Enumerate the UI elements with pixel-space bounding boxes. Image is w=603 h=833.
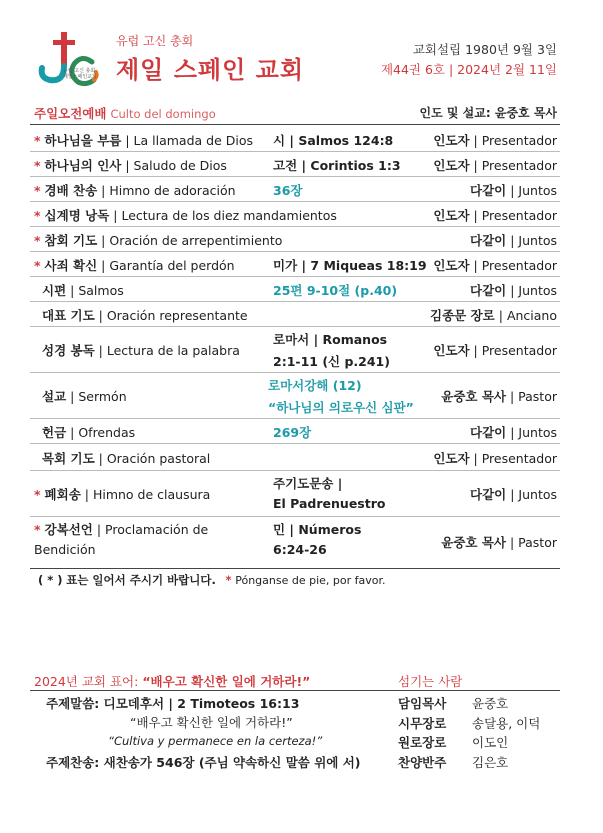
row-leader-es: Presentador <box>481 257 557 273</box>
servant-name: 송달용, 이덕 <box>472 715 541 731</box>
row-leader-ko: 인도자 <box>433 207 470 223</box>
row-leader <box>433 341 557 359</box>
row-sep: | <box>97 257 110 273</box>
row-sep: | <box>109 207 122 223</box>
servant-name: 김은호 <box>472 754 509 770</box>
logo-caption: 제일스페인교회 <box>63 74 97 80</box>
row-sep: | <box>121 132 134 148</box>
row-ref: 로마서강해 (12) <box>268 378 362 393</box>
row-leader <box>433 131 557 149</box>
row-sep: | <box>505 389 519 404</box>
row-leader <box>470 423 557 441</box>
motto-prefix: 2024년 교회 표어: <box>34 674 139 689</box>
row-divider <box>30 326 560 327</box>
row-divider <box>30 151 560 152</box>
row-name-ko: 사죄 확신 <box>44 257 98 273</box>
theme-hymn: 주제찬송: 새찬송가 546장 (주님 약속하신 말씀 위에 서) <box>46 755 361 770</box>
servant-name: 이도인 <box>472 735 509 750</box>
servant-role: 시무장로 <box>398 715 447 731</box>
row-divider <box>30 226 560 227</box>
row-divider <box>30 418 560 419</box>
note-star: * <box>225 573 232 587</box>
row-name-es: Ofrendas <box>78 424 136 440</box>
row-name-es: Oración representante <box>106 307 248 323</box>
row-sep: | <box>94 343 107 358</box>
church-title: 제일 스페인 교회 <box>116 56 304 84</box>
row-leader-ko: 다같이 <box>470 282 507 298</box>
row-name-ko: 십계명 낭독 <box>44 207 110 223</box>
note-paren: ( * ) <box>38 573 63 587</box>
row-leader-es: Juntos <box>518 232 557 248</box>
row-star: * <box>34 207 41 223</box>
note-es: Pónganse de pie, por favor. <box>235 574 386 587</box>
row-name-ko: 목회 기도 <box>42 450 95 466</box>
row-leader <box>470 181 557 199</box>
row-sep: | <box>506 487 519 502</box>
row-leader <box>433 256 557 274</box>
row-sep: | <box>506 424 519 440</box>
row-leader-ko: 인도자 <box>433 257 470 273</box>
row-name-es-2: Bendición <box>34 542 96 557</box>
row-name-es: Lectura de la palabra <box>106 343 240 358</box>
row-name-ko: 하나님의 인사 <box>44 157 122 173</box>
row-name-es: Lectura de los diez mandamientos <box>121 207 337 223</box>
founded-date: 교회설립 1980년 9월 3일 <box>412 42 557 57</box>
row-leader-es: Juntos <box>518 282 557 298</box>
row-leader-ko: 다같이 <box>470 424 507 440</box>
row-star: * <box>34 487 41 502</box>
row-name-ko: 헌금 <box>42 424 67 440</box>
service-title <box>34 104 216 122</box>
row-name <box>34 485 210 503</box>
row-name <box>34 256 235 274</box>
row-leader-es: Presentador <box>481 343 557 358</box>
row-divider <box>30 301 560 302</box>
row-name-ko: 경배 찬송 <box>44 182 98 198</box>
row-ref: “하나님의 의로우신 심판” <box>268 400 414 415</box>
row-name-es: Himno de clausura <box>92 487 211 502</box>
row-divider <box>30 201 560 202</box>
row-sep: | <box>506 182 519 198</box>
issue-info: 제44권 6호 | 2024년 2월 11일 <box>380 62 557 77</box>
row-divider <box>30 276 560 277</box>
row-name-es: Salmos <box>78 282 124 298</box>
row-name <box>42 449 210 467</box>
row-sep: | <box>506 282 519 298</box>
row-sep: | <box>66 282 79 298</box>
row-ref: 고전 | Corintios 1:3 <box>273 157 401 173</box>
row-ref: 269장 <box>273 424 312 440</box>
row-sep: | <box>469 257 482 273</box>
row-ref: 민 | Números <box>273 522 362 537</box>
row-star: * <box>34 132 41 148</box>
row-name-ko: 강복선언 <box>44 522 93 537</box>
org-name: 유럽 고신 총회 <box>116 34 194 48</box>
row-name-ko: 시편 <box>42 282 67 298</box>
row-sep: | <box>97 232 110 248</box>
row-leader-es: Presentador <box>481 450 557 466</box>
row-ref: 로마서 | Romanos <box>273 332 388 347</box>
row-divider <box>30 516 560 517</box>
row-divider <box>30 251 560 252</box>
row-name <box>42 423 135 441</box>
row-leader-es: Presentador <box>481 157 557 173</box>
officiant-label: 인도 및 설교: <box>419 106 491 120</box>
row-leader <box>441 533 557 551</box>
row-ref: El Padrenuestro <box>273 496 386 511</box>
row-leader <box>433 449 557 467</box>
row-leader-ko: 김종문 장로 <box>430 307 495 323</box>
row-sep: | <box>505 535 519 550</box>
row-name-es: Sermón <box>78 389 127 404</box>
row-sep: | <box>494 307 507 323</box>
row-name <box>42 306 248 324</box>
row-name-es: Proclamación de <box>105 522 209 537</box>
row-name-es: Oración pastoral <box>106 450 211 466</box>
row-sep: | <box>66 424 79 440</box>
row-leader <box>470 231 557 249</box>
row-sep: | <box>66 389 79 404</box>
row-leader-es: Juntos <box>518 487 557 502</box>
row-sep: | <box>97 182 110 198</box>
row-star: * <box>34 182 41 198</box>
row-leader-es: Pastor <box>518 535 557 550</box>
row-leader-ko: 윤중호 목사 <box>441 535 506 550</box>
row-name-ko: 폐회송 <box>44 487 81 502</box>
servant-role: 원로장로 <box>398 735 447 750</box>
row-sep: | <box>92 522 106 537</box>
row-name-es: Oración de arrepentimiento <box>109 232 283 248</box>
row-name-es: Garantía del perdón <box>109 257 235 273</box>
row-name <box>42 281 124 299</box>
officiant <box>420 104 557 121</box>
row-leader-ko: 인도자 <box>433 132 470 148</box>
divider <box>30 124 560 125</box>
logo-caption: 유럽 고신 총회 <box>63 68 96 74</box>
officiant-name: 윤중호 목사 <box>494 106 557 120</box>
row-ref: 25편 9-10절 (p.40) <box>273 282 398 298</box>
row-leader <box>433 156 557 174</box>
row-leader <box>470 485 557 503</box>
row-name-ko: 성경 봉독 <box>42 343 95 358</box>
row-leader-es: Pastor <box>518 389 557 404</box>
row-name <box>34 206 337 224</box>
row-sep: | <box>121 157 134 173</box>
row-divider <box>30 372 560 373</box>
row-leader-es: Juntos <box>518 182 557 198</box>
row-leader <box>470 281 557 299</box>
row-leader-ko: 인도자 <box>433 450 470 466</box>
row-leader-es: Juntos <box>518 424 557 440</box>
theme-quote-es: “Cultiva y permanece en la certeza!” <box>108 734 323 748</box>
row-name <box>42 387 127 405</box>
row-ref: 2:1-11 (신 p.241) <box>273 354 390 369</box>
row-leader-ko: 인도자 <box>433 157 470 173</box>
row-star: * <box>34 232 41 248</box>
church-logo <box>34 32 104 92</box>
row-sep: | <box>506 232 519 248</box>
theme-quote-ko: “배우고 확신한 일에 거하라!” <box>130 715 293 730</box>
row-leader-es: Anciano <box>506 307 557 323</box>
row-ref: 시 | Salmos 124:8 <box>273 132 394 148</box>
row-leader-ko: 인도자 <box>433 343 470 358</box>
row-leader-ko: 다같이 <box>470 487 507 502</box>
row-star: * <box>34 522 41 537</box>
row-sep: | <box>469 343 482 358</box>
row-leader-es: Presentador <box>481 132 557 148</box>
row-name <box>34 181 236 199</box>
row-sep: | <box>469 132 482 148</box>
row-star: * <box>34 257 41 273</box>
row-leader <box>433 206 557 224</box>
row-leader-ko: 다같이 <box>470 232 507 248</box>
theme-verse: 주제말씀: 디모데후서 | 2 Timoteos 16:13 <box>46 696 300 711</box>
standing-note <box>38 572 386 588</box>
row-name <box>34 131 253 149</box>
row-divider <box>30 568 560 569</box>
row-divider <box>30 443 560 444</box>
row-name-ko: 참회 기도 <box>44 232 98 248</box>
row-divider <box>30 470 560 471</box>
row-name-es: Saludo de Dios <box>133 157 227 173</box>
row-leader <box>441 387 557 405</box>
row-ref: 6:24-26 <box>273 542 327 557</box>
row-name-es: La llamada de Dios <box>133 132 253 148</box>
divider <box>30 690 560 691</box>
row-name-ko: 하나님을 부름 <box>44 132 122 148</box>
row-name <box>34 520 208 538</box>
row-name-es: Himno de adoración <box>109 182 236 198</box>
row-sep: | <box>80 487 93 502</box>
row-leader <box>430 306 557 324</box>
row-leader-es: Presentador <box>481 207 557 223</box>
service-title-es: Culto del domingo <box>110 107 216 121</box>
motto-quote: “배우고 확신한 일에 거하라!” <box>142 674 311 689</box>
servants-title: 섬기는 사람 <box>398 674 463 689</box>
row-ref: 미가 | 7 Miqueas 18:19 <box>273 257 427 273</box>
row-star: * <box>34 157 41 173</box>
servant-name: 윤중호 <box>472 696 509 711</box>
row-sep: | <box>94 307 107 323</box>
row-name <box>34 231 282 249</box>
row-sep: | <box>469 207 482 223</box>
row-ref: 36장 <box>273 182 303 198</box>
row-divider <box>30 176 560 177</box>
row-sep: | <box>469 450 482 466</box>
motto-title <box>34 672 310 690</box>
servant-role: 담임목사 <box>398 696 447 711</box>
row-name <box>34 156 227 174</box>
row-sep: | <box>469 157 482 173</box>
row-leader-ko: 윤중호 목사 <box>441 389 506 404</box>
row-leader-ko: 다같이 <box>470 182 507 198</box>
row-name-ko: 설교 <box>42 389 67 404</box>
note-ko: 표는 일어서 주시기 바랍니다. <box>66 573 216 587</box>
row-sep: | <box>94 450 107 466</box>
servant-role: 찬양반주 <box>398 754 447 770</box>
row-name-ko: 대표 기도 <box>42 307 95 323</box>
service-title-ko: 주일오전예배 <box>34 106 107 121</box>
row-name <box>42 341 240 359</box>
row-ref: 주기도문송 | <box>273 476 343 491</box>
